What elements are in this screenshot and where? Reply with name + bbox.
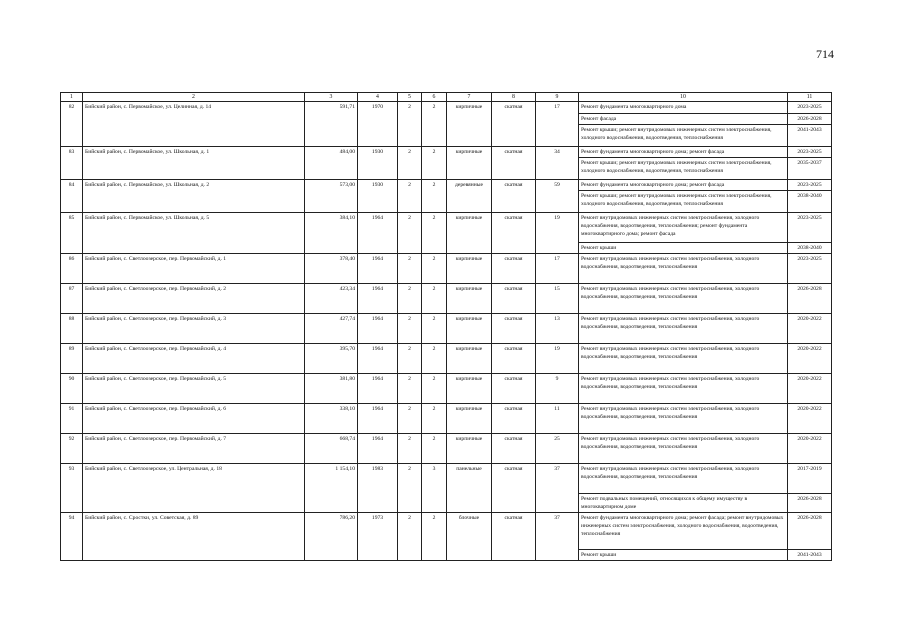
repair-work-type: Ремонт внутридомовых инженерных систем электроснабжения, холодного водоснабжения, водоотведения, теплоснабжения [579, 463, 788, 493]
floors-count: 2 [398, 343, 422, 373]
repair-work-type: Ремонт внутридомовых инженерных систем электроснабжения, холодного водоснабжения, водоотведения, теплоснабжения [579, 343, 788, 373]
roof-type: скатная [492, 253, 536, 283]
floors-count: 2 [398, 433, 422, 463]
table-row [61, 313, 832, 343]
table-row [61, 433, 832, 463]
residents-count: 37 [536, 463, 579, 512]
entrances-count: 2 [422, 513, 447, 561]
column-header: 2 [83, 93, 305, 102]
floors-count: 2 [398, 283, 422, 313]
repair-period: 2026-2028 [788, 493, 832, 512]
repair-work-type: Ремонт внутридомовых инженерных систем электроснабжения, холодного водоснабжения, водоотведения, теплоснабжения [579, 283, 788, 313]
wall-material: кирпичные [447, 313, 492, 343]
column-header: 3 [305, 93, 358, 102]
roof-type: скатная [492, 433, 536, 463]
entrances-count: 2 [422, 403, 447, 433]
column-header: 5 [398, 93, 422, 102]
repair-work-type: Ремонт внутридомовых инженерных систем электроснабжения, холодного водоснабжения, водоотведения, теплоснабжения [579, 433, 788, 463]
record-number: 92 [61, 433, 83, 463]
floors-count: 2 [398, 102, 422, 146]
repair-period: 2020-2022 [788, 343, 832, 373]
record-number: 94 [61, 513, 83, 561]
floors-count: 2 [398, 403, 422, 433]
table-row [61, 179, 832, 190]
repair-period: 2026-2028 [788, 513, 832, 550]
repair-period: 2041-2043 [788, 124, 832, 146]
house-address: Бийский район, с. Первомайское, ул. Школьная, д. 5 [83, 212, 305, 253]
house-address: Бийский район, с. Первомайское, ул. Школьная, д. 1 [83, 146, 305, 179]
build-year: 1964 [358, 433, 398, 463]
repair-period: 2038-2040 [788, 190, 832, 212]
residents-count: 59 [536, 179, 579, 212]
wall-material: кирпичные [447, 433, 492, 463]
column-header: 1 [61, 93, 83, 102]
table-row [61, 463, 832, 493]
house-address: Бийский район, с. Сростки, ул. Советская, д. 89 [83, 513, 305, 561]
total-area: 1 154,10 [305, 463, 358, 512]
record-number: 82 [61, 102, 83, 146]
wall-material: панельные [447, 463, 492, 512]
repair-work-type: Ремонт внутридомовых инженерных систем электроснабжения, холодного водоснабжения, водоотведения, теплоснабжения [579, 403, 788, 433]
build-year: 1983 [358, 463, 398, 512]
house-address: Бийский район, с. Первомайское, ул. Школьная, д. 2 [83, 179, 305, 212]
table-row [61, 373, 832, 403]
repair-period: 2023-2025 [788, 212, 832, 242]
repair-period: 2026-2028 [788, 113, 832, 124]
roof-type: скатная [492, 283, 536, 313]
floors-count: 2 [398, 513, 422, 561]
total-area: 384,10 [305, 212, 358, 253]
residents-count: 9 [536, 373, 579, 403]
repair-period: 2035-2037 [788, 157, 832, 179]
table-row [61, 513, 832, 550]
column-header: 6 [422, 93, 447, 102]
repair-period: 2038-2040 [788, 242, 832, 253]
repair-work-type: Ремонт фасада [579, 113, 788, 124]
table-row [61, 403, 832, 433]
entrances-count: 2 [422, 343, 447, 373]
wall-material: кирпичные [447, 253, 492, 283]
repair-period: 2023-2025 [788, 253, 832, 283]
record-number: 93 [61, 463, 83, 512]
entrances-count: 2 [422, 283, 447, 313]
house-address: Бийский район, с. Светлоозерское, ул. Центральная, д. 18 [83, 463, 305, 512]
wall-material: кирпичные [447, 102, 492, 146]
build-year: 1964 [358, 403, 398, 433]
repair-period: 2020-2022 [788, 373, 832, 403]
wall-material: блочные [447, 513, 492, 561]
total-area: 668,74 [305, 433, 358, 463]
wall-material: кирпичные [447, 212, 492, 253]
repair-work-type: Ремонт внутридомовых инженерных систем электроснабжения, холодного водоснабжения, водоотведения, теплоснабжения; ремонт фундамента многоквартирного дома; ремонт фасада [579, 212, 788, 242]
residents-count: 17 [536, 102, 579, 146]
repair-work-type: Ремонт крыши; ремонт внутридомовых инженерных систем электроснабжения, холодного водоснабжения, водоотведения, теплоснабжения [579, 190, 788, 212]
record-number: 84 [61, 179, 83, 212]
column-header: 9 [536, 93, 579, 102]
entrances-count: 3 [422, 463, 447, 512]
floors-count: 2 [398, 146, 422, 179]
build-year: 1964 [358, 313, 398, 343]
house-address: Бийский район, с. Светлоозерское, пер. Первомайский, д. 6 [83, 403, 305, 433]
total-area: 338,10 [305, 403, 358, 433]
total-area: 573,00 [305, 179, 358, 212]
house-address: Бийский район, с. Первомайское, ул. Целинная, д. 14 [83, 102, 305, 146]
repair-period: 2023-2025 [788, 102, 832, 113]
table-row [61, 146, 832, 157]
record-number: 91 [61, 403, 83, 433]
house-address: Бийский район, с. Светлоозерское, пер. Первомайский, д. 2 [83, 283, 305, 313]
column-header: 8 [492, 93, 536, 102]
residents-count: 19 [536, 212, 579, 253]
floors-count: 2 [398, 253, 422, 283]
residents-count: 19 [536, 343, 579, 373]
record-number: 86 [61, 253, 83, 283]
repair-period: 2041-2043 [788, 550, 832, 561]
repair-work-type: Ремонт фундамента многоквартирного дома [579, 102, 788, 113]
record-number: 83 [61, 146, 83, 179]
repair-work-type: Ремонт крыши; ремонт внутридомовых инженерных систем электроснабжения, холодного водоснабжения, водоотведения, теплоснабжения [579, 124, 788, 146]
residents-count: 13 [536, 313, 579, 343]
repair-work-type: Ремонт крыши; ремонт внутридомовых инженерных систем электроснабжения, холодного водоснабжения, водоотведения, теплоснабжения [579, 157, 788, 179]
repair-work-type: Ремонт подвальных помещений, относящихся к общему имуществу в многоквартирном доме [579, 493, 788, 512]
entrances-count: 2 [422, 373, 447, 403]
residents-count: 17 [536, 253, 579, 283]
repair-period: 2026-2028 [788, 283, 832, 313]
wall-material: кирпичные [447, 343, 492, 373]
column-header: 11 [788, 93, 832, 102]
house-address: Бийский район, с. Светлоозерское, пер. Первомайский, д. 7 [83, 433, 305, 463]
floors-count: 2 [398, 463, 422, 512]
column-header: 10 [579, 93, 788, 102]
house-address: Бийский район, с. Светлоозерское, пер. Первомайский, д. 1 [83, 253, 305, 283]
header-row [61, 93, 832, 102]
total-area: 378,40 [305, 253, 358, 283]
repair-period: 2017-2019 [788, 463, 832, 493]
repair-work-type: Ремонт фундамента многоквартирного дома; ремонт фасада; ремонт внутридомовых инженерных систем электроснабжения, холодного водоснабжения, водоотведения, теплоснабжения [579, 513, 788, 550]
repair-period: 2020-2022 [788, 433, 832, 463]
roof-type: скатная [492, 513, 536, 561]
floors-count: 2 [398, 179, 422, 212]
record-number: 85 [61, 212, 83, 253]
total-area: 591,71 [305, 102, 358, 146]
wall-material: кирпичные [447, 283, 492, 313]
record-number: 87 [61, 283, 83, 313]
roof-type: скатная [492, 313, 536, 343]
repair-period: 2020-2022 [788, 403, 832, 433]
repair-work-type: Ремонт крыши [579, 550, 788, 561]
table-row [61, 212, 832, 242]
build-year: 1970 [358, 102, 398, 146]
repair-work-type: Ремонт крыши [579, 242, 788, 253]
repair-work-type: Ремонт фундамента многоквартирного дома; ремонт фасада [579, 146, 788, 157]
entrances-count: 2 [422, 313, 447, 343]
table-row [61, 253, 832, 283]
total-area: 381,80 [305, 373, 358, 403]
total-area: 484,00 [305, 146, 358, 179]
entrances-count: 2 [422, 102, 447, 146]
page-number: 714 [816, 47, 834, 61]
roof-type: скатная [492, 343, 536, 373]
record-number: 90 [61, 373, 83, 403]
residents-count: 37 [536, 513, 579, 561]
build-year: 1964 [358, 253, 398, 283]
residents-count: 25 [536, 433, 579, 463]
repair-work-type: Ремонт внутридомовых инженерных систем электроснабжения, холодного водоснабжения, водоотведения, теплоснабжения [579, 253, 788, 283]
roof-type: скатная [492, 146, 536, 179]
wall-material: кирпичные [447, 373, 492, 403]
wall-material: кирпичные [447, 403, 492, 433]
wall-material: деревянные [447, 179, 492, 212]
residents-count: 11 [536, 403, 579, 433]
roof-type: скатная [492, 179, 536, 212]
build-year: 1964 [358, 343, 398, 373]
table-row [61, 343, 832, 373]
residents-count: 34 [536, 146, 579, 179]
build-year: 1930 [358, 146, 398, 179]
total-area: 427,74 [305, 313, 358, 343]
floors-count: 2 [398, 373, 422, 403]
total-area: 786,20 [305, 513, 358, 561]
repair-work-type: Ремонт внутридомовых инженерных систем электроснабжения, холодного водоснабжения, водоотведения, теплоснабжения [579, 373, 788, 403]
record-number: 89 [61, 343, 83, 373]
house-address: Бийский район, с. Светлоозерское, пер. Первомайский, д. 5 [83, 373, 305, 403]
table-row [61, 283, 832, 313]
build-year: 1964 [358, 212, 398, 253]
total-area: 423,34 [305, 283, 358, 313]
total-area: 395,70 [305, 343, 358, 373]
house-address: Бийский район, с. Светлоозерское, пер. Первомайский, д. 4 [83, 343, 305, 373]
record-number: 88 [61, 313, 83, 343]
roof-type: скатная [492, 373, 536, 403]
column-header: 4 [358, 93, 398, 102]
wall-material: кирпичные [447, 146, 492, 179]
roof-type: скатная [492, 212, 536, 253]
residents-count: 15 [536, 283, 579, 313]
roof-type: скатная [492, 403, 536, 433]
build-year: 1930 [358, 179, 398, 212]
entrances-count: 2 [422, 179, 447, 212]
repair-period: 2023-2025 [788, 179, 832, 190]
entrances-count: 2 [422, 433, 447, 463]
house-address: Бийский район, с. Светлоозерское, пер. Первомайский, д. 3 [83, 313, 305, 343]
build-year: 1964 [358, 283, 398, 313]
repair-period: 2020-2022 [788, 313, 832, 343]
entrances-count: 2 [422, 253, 447, 283]
repair-work-type: Ремонт внутридомовых инженерных систем электроснабжения, холодного водоснабжения, водоотведения, теплоснабжения [579, 313, 788, 343]
build-year: 1973 [358, 513, 398, 561]
floors-count: 2 [398, 313, 422, 343]
entrances-count: 2 [422, 146, 447, 179]
floors-count: 2 [398, 212, 422, 253]
table-row [61, 102, 832, 113]
repair-work-type: Ремонт фундамента многоквартирного дома; ремонт фасада [579, 179, 788, 190]
column-header: 7 [447, 93, 492, 102]
roof-type: скатная [492, 463, 536, 512]
build-year: 1964 [358, 373, 398, 403]
entrances-count: 2 [422, 212, 447, 253]
repair-period: 2023-2025 [788, 146, 832, 157]
roof-type: скатная [492, 102, 536, 146]
capital-repair-table [60, 92, 832, 561]
